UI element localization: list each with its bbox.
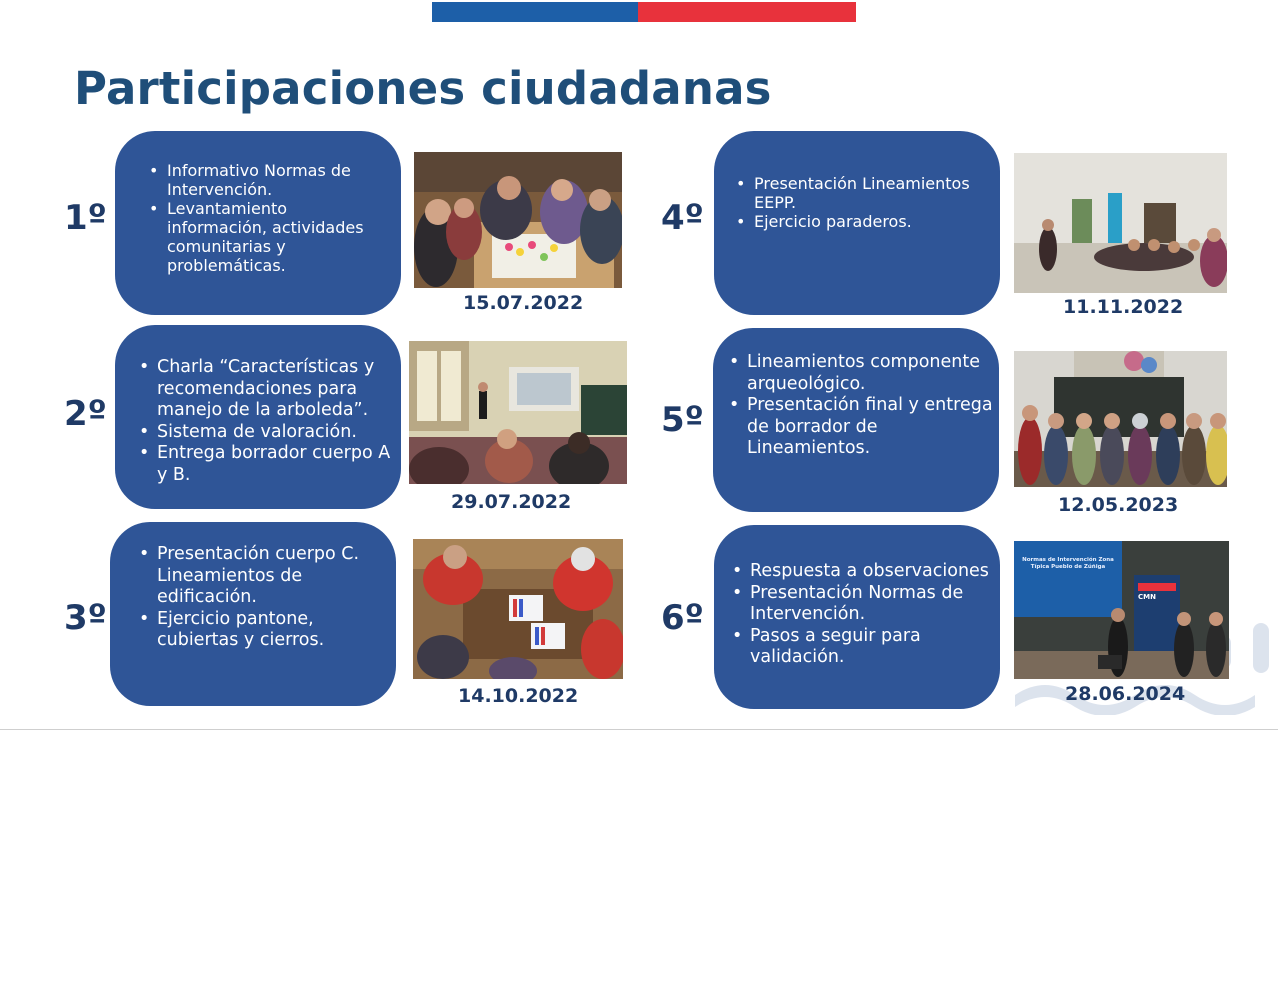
session-4-number: 4º xyxy=(661,198,704,238)
session-1-box xyxy=(115,131,401,315)
session-5-box xyxy=(713,328,999,512)
session-5-date: 12.05.2023 xyxy=(1058,494,1179,516)
session-3-photo xyxy=(413,539,623,679)
session-2-bullet: • Sistema de valoración. xyxy=(137,422,391,444)
photo-banner-text: CMN xyxy=(1138,593,1156,601)
session-1-date: 15.07.2022 xyxy=(463,292,584,314)
session-4-bullet: • Ejercicio paraderos. xyxy=(734,212,990,231)
session-4-date: 11.11.2022 xyxy=(1063,296,1184,318)
session-3-box xyxy=(110,522,396,706)
session-6-number: 6º xyxy=(661,598,704,638)
session-1-number: 1º xyxy=(64,198,107,238)
session-4-bullet: • Presentación Lineamientos EEPP. xyxy=(734,174,990,212)
session-6-bullet: • Respuesta a observaciones xyxy=(730,561,996,583)
session-3-number: 3º xyxy=(64,598,107,638)
session-2-box xyxy=(115,325,401,509)
flag-bar-red xyxy=(638,2,856,22)
session-2-photo xyxy=(409,341,627,484)
session-6-bullet: • Pasos a seguir para validación. xyxy=(730,626,996,669)
session-5-bullet: • Lineamientos componente arqueológico. xyxy=(727,352,993,395)
session-4-box xyxy=(714,131,1000,315)
session-3-date: 14.10.2022 xyxy=(458,685,579,707)
session-1-bullet: • Informativo Normas de Intervención. xyxy=(147,161,391,199)
session-5-photo xyxy=(1014,351,1227,487)
session-6-photo xyxy=(1014,541,1229,679)
photo-screen-title: Normas de Intervención Zona Típica Pueblo de Zúñiga xyxy=(1022,557,1114,570)
session-5-bullet: • Presentación final y entrega de borrador de Lineamientos. xyxy=(727,395,993,460)
session-3-bullet: • Presentación cuerpo C. Lineamientos de edificación. xyxy=(137,544,386,609)
session-2-date: 29.07.2022 xyxy=(451,491,572,513)
session-6-box xyxy=(714,525,1000,709)
session-1-bullet: • Levantamiento información, actividades comunitarias y problemáticas. xyxy=(147,199,391,275)
divider-line xyxy=(0,729,1278,730)
session-5-number: 5º xyxy=(661,400,704,440)
session-4-photo xyxy=(1014,153,1227,293)
session-2-bullet: • Entrega borrador cuerpo A y B. xyxy=(137,443,391,486)
session-3-bullet: • Ejercicio pantone, cubiertas y cierros. xyxy=(137,609,386,652)
session-1-photo xyxy=(414,152,622,288)
session-6-bullet: • Presentación Normas de Intervención. xyxy=(730,583,996,626)
session-6-date: 28.06.2024 xyxy=(1065,683,1186,705)
page-title: Participaciones ciudadanas xyxy=(74,62,772,115)
flag-bar-blue xyxy=(432,2,638,22)
session-2-bullet: • Charla “Características y recomendaciones para manejo de la arboleda”. xyxy=(137,357,391,422)
session-2-number: 2º xyxy=(64,394,107,434)
